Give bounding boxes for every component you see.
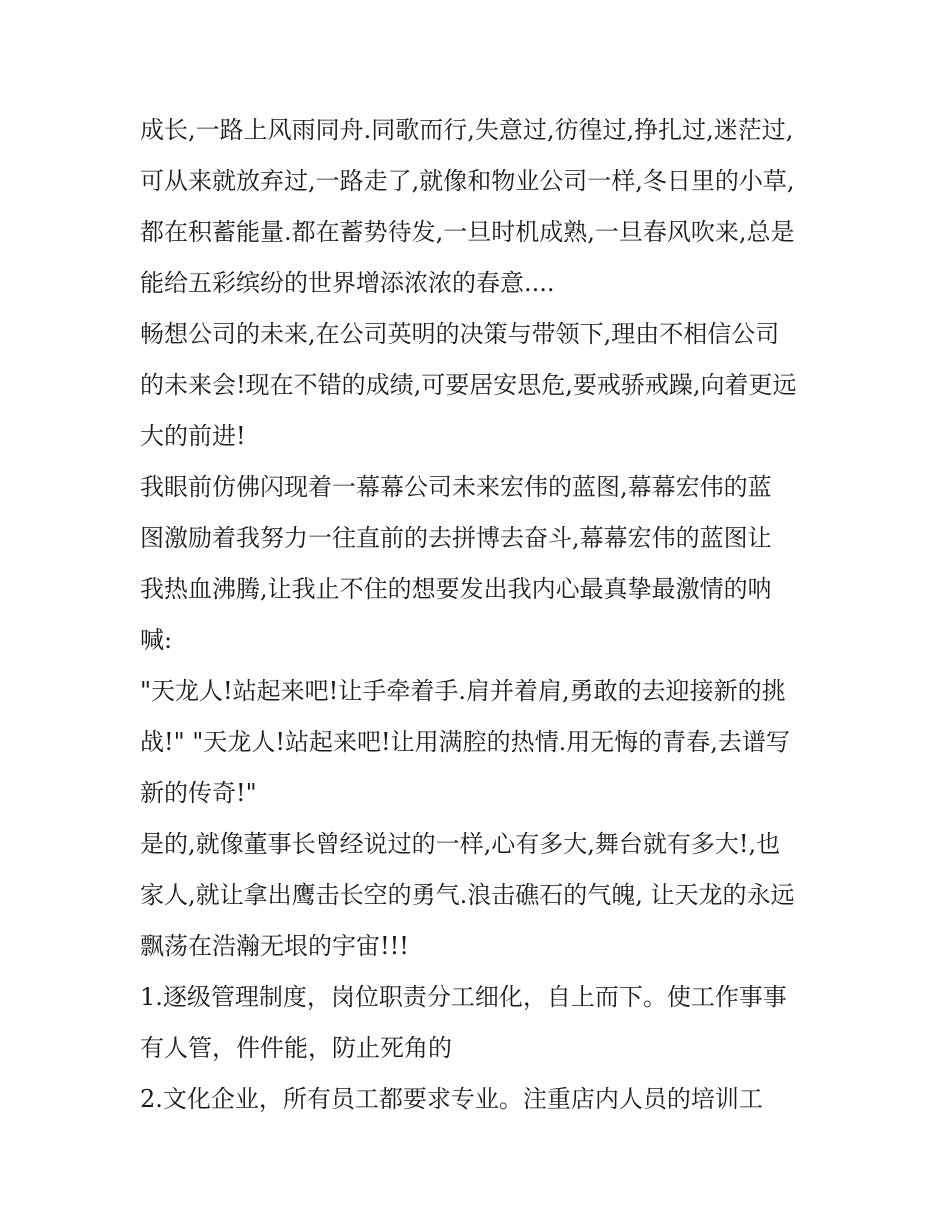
text-line: "天龙人!站起来吧!让手牵着手.肩并着肩,勇敢的去迎接新的挑 — [140, 677, 786, 705]
paragraph-chairman — [140, 819, 820, 972]
text-line: 战!" "天龙人!站起来吧!让用满腔的热情.用无悔的青春,去谱写 — [140, 728, 790, 756]
text-line: 新的传奇!" — [140, 779, 257, 807]
text-line: 飘荡在浩瀚无垠的宇宙!!! — [140, 932, 409, 960]
text-line: 有人管，件件能，防止死角的 — [140, 1034, 452, 1062]
paragraph-growth — [140, 105, 820, 309]
text-line: 图激励着我努力一往直前的去拼博去奋斗,幕幕宏伟的蓝图让 — [140, 524, 772, 552]
text-line: 可从来就放弃过,一路走了,就像和物业公司一样,冬日里的小草, — [140, 167, 795, 195]
list-item-2 — [140, 1074, 820, 1125]
text-line: 2.文化企业，所有员工都要求专业。注重店内人员的培训工 — [140, 1085, 763, 1113]
text-line: 都在积蓄能量.都在蓄势待发,一旦时机成熟,一旦春风吹来,总是 — [140, 218, 795, 246]
text-line: 畅想公司的未来,在公司英明的决策与带领下,理由不相信公司 — [140, 320, 780, 348]
text-line: 我眼前仿佛闪现着一幕幕公司未来宏伟的蓝图,幕幕宏伟的蓝 — [140, 473, 772, 501]
text-line: 家人,就让拿出鹰击长空的勇气.浪击礁石的气魄, 让天龙的永远 — [140, 881, 795, 909]
paragraph-slogan — [140, 666, 820, 819]
text-line: 1.逐级管理制度，岗位职责分工细化，自上而下。使工作事事 — [140, 983, 787, 1011]
text-line: 成长,一路上风雨同舟.同歌而行,失意过,彷徨过,挣扎过,迷茫过, — [140, 116, 794, 144]
text-line: 大的前进! — [140, 422, 246, 450]
text-line: 的未来会!现在不错的成绩,可要居安思危,要戒骄戒躁,向着更远 — [140, 371, 797, 399]
paragraph-future — [140, 309, 820, 462]
text-line: 我热血沸腾,让我止不住的想要发出我内心最真挚最激情的呐 — [140, 575, 772, 603]
text-line: 喊: — [140, 626, 173, 654]
list-item-1 — [140, 972, 820, 1074]
paragraph-blueprint — [140, 462, 820, 666]
document-body — [140, 105, 820, 1125]
text-line: 是的,就像董事长曾经说过的一样,心有多大,舞台就有多大!,也 — [140, 830, 781, 858]
text-line: 能给五彩缤纷的世界增添浓浓的春意.... — [140, 269, 555, 297]
